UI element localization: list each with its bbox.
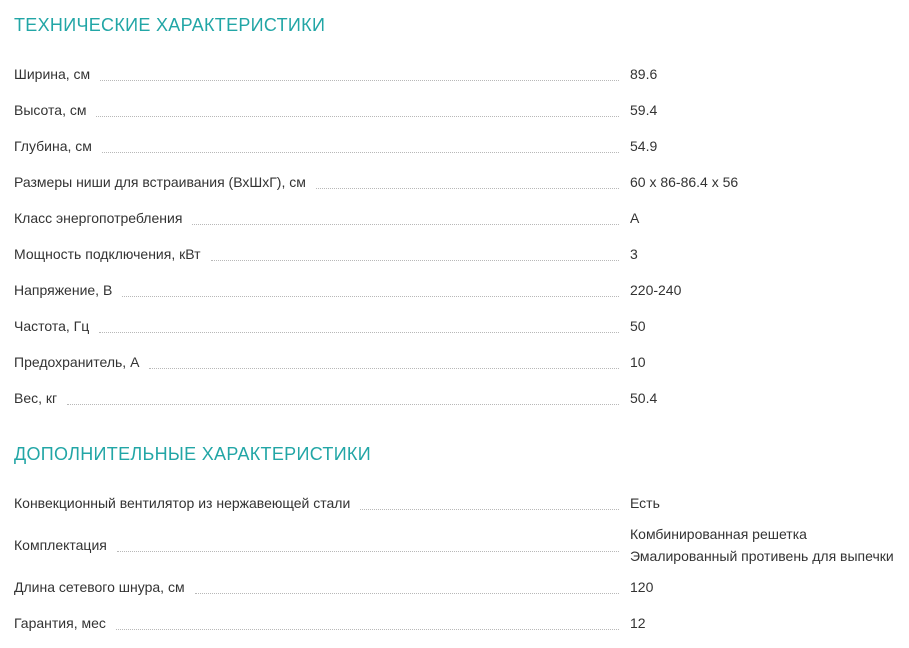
spec-row-package-contents: [14, 521, 900, 569]
spec-label: Гарантия, мес: [14, 615, 106, 631]
spec-value: Есть: [630, 495, 660, 511]
dotted-leader: [192, 224, 619, 225]
spec-label: Глубина, см: [14, 138, 92, 154]
dotted-leader: [99, 332, 619, 333]
spec-value: 50.4: [630, 390, 658, 406]
spec-value: 12: [630, 615, 646, 631]
spec-row-height: [14, 92, 900, 128]
spec-label: Вес, кг: [14, 390, 58, 406]
spec-row-depth: [14, 128, 900, 164]
spec-value: 60 x 86-86.4 x 56: [630, 174, 739, 190]
spec-label: Высота, см: [14, 102, 87, 118]
dotted-leader: [360, 509, 619, 510]
additional-specs-section: [14, 441, 900, 641]
spec-row-niche-dimensions: [14, 164, 900, 200]
spec-value: 89.6: [630, 66, 658, 82]
dotted-leader: [149, 368, 619, 369]
spec-value: 54.9: [630, 138, 658, 154]
spec-row-power: [14, 236, 900, 272]
dotted-leader: [116, 629, 619, 630]
spec-value-line: Эмалированный противень для выпечки: [630, 548, 894, 564]
spec-label: Мощность подключения, кВт: [14, 246, 201, 262]
technical-specs-section: [14, 12, 900, 416]
dotted-leader: [96, 116, 619, 117]
spec-value: 120: [630, 579, 654, 595]
spec-row-convection-fan: [14, 485, 900, 521]
spec-value-line: Комбинированная решетка: [630, 526, 807, 542]
dotted-leader: [122, 296, 619, 297]
spec-label: Частота, Гц: [14, 318, 90, 334]
spec-label: Предохранитель, А: [14, 354, 140, 370]
spec-row-fuse: [14, 344, 900, 380]
spec-value: 59.4: [630, 102, 658, 118]
dotted-leader: [316, 188, 619, 189]
spec-label: Ширина, см: [14, 66, 91, 82]
spec-label: Комплектация: [14, 537, 107, 553]
spec-row-warranty: [14, 605, 900, 641]
spec-label: Длина сетевого шнура, см: [14, 579, 185, 595]
spec-value: 3: [630, 246, 638, 262]
spec-row-energy-class: [14, 200, 900, 236]
dotted-leader: [100, 80, 619, 81]
spec-value-multiline: [630, 523, 900, 567]
technical-specs-list: [14, 56, 900, 416]
spec-row-voltage: [14, 272, 900, 308]
dotted-leader: [67, 404, 619, 405]
spec-value: 50: [630, 318, 646, 334]
spec-label: Конвекционный вентилятор из нержавеющей стали: [14, 495, 351, 511]
dotted-leader: [117, 551, 619, 552]
dotted-leader: [195, 593, 619, 594]
dotted-leader: [102, 152, 619, 153]
spec-row-weight: [14, 380, 900, 416]
spec-value: A: [630, 210, 640, 226]
spec-label: Размеры ниши для встраивания (ВхШхГ), см: [14, 174, 306, 190]
spec-row-cord-length: [14, 569, 900, 605]
spec-value: 220-240: [630, 282, 682, 298]
technical-specs-title: ТЕХНИЧЕСКИЕ ХАРАКТЕРИСТИКИ: [14, 15, 326, 35]
spec-row-frequency: [14, 308, 900, 344]
spec-row-width: [14, 56, 900, 92]
additional-specs-title: ДОПОЛНИТЕЛЬНЫЕ ХАРАКТЕРИСТИКИ: [14, 444, 371, 464]
spec-value: 10: [630, 354, 646, 370]
spec-label: Напряжение, В: [14, 282, 113, 298]
dotted-leader: [211, 260, 619, 261]
additional-specs-list: [14, 485, 900, 641]
spec-label: Класс энергопотребления: [14, 210, 183, 226]
